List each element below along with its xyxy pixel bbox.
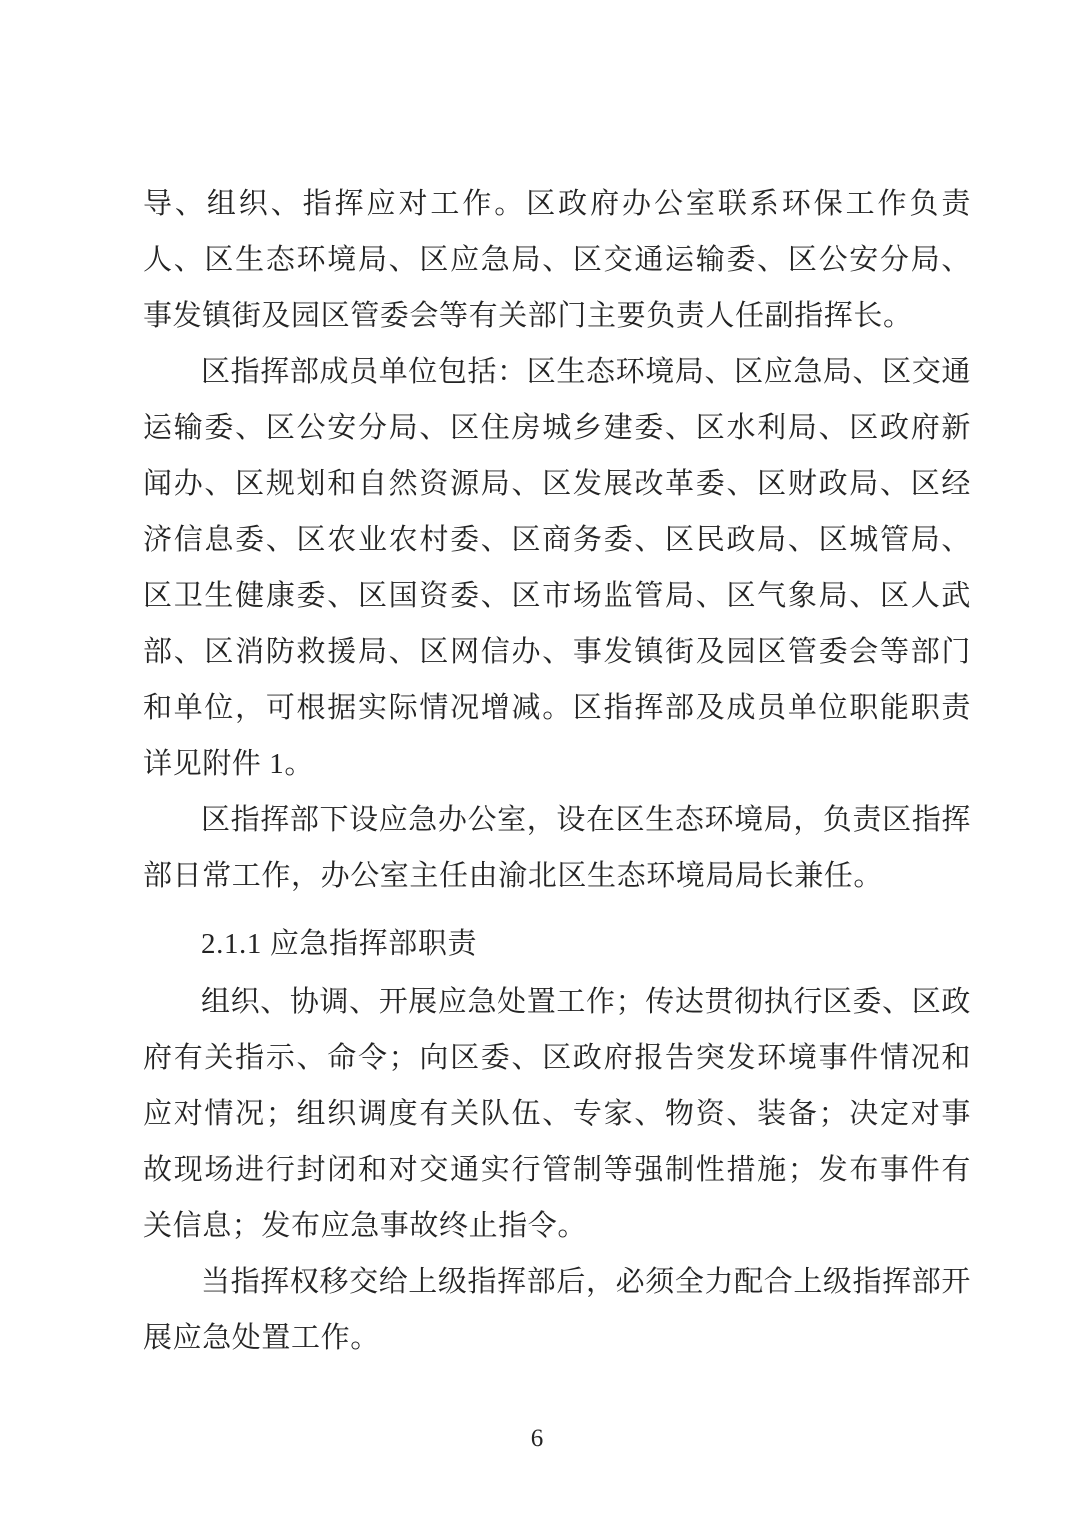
section-heading-2-1-1: 2.1.1 应急指挥部职责 <box>201 928 478 960</box>
paragraph-continuation: 导、组织、指挥应对工作。区政府办公室联系环保工作负责人、区生态环境局、区应急局、区交通运输委、区公安分局、事发镇街及园区管委会等有关部门主要负责人任副指挥长。 <box>143 188 971 332</box>
page-number: 6 <box>530 1425 544 1452</box>
paragraph-member-units: 区指挥部成员单位包括：区生态环境局、区应急局、区交通运输委、区公安分局、区住房城乡建委、区水利局、区政府新闻办、区规划和自然资源局、区发展改革委、区财政局、区经济信息委、区农业农村委、区商务委、区民政局、区城管局、区卫生健康委、区国资委、区市场监管局、区气象局、区人武部、区消防救援局、区网信办、事发镇街及园区管委会等部门和单位，可根据实际情况增减。区指挥部及成员单位职能职责详见附件 1。 <box>143 356 971 780</box>
paragraph-command-handover: 当指挥权移交给上级指挥部后，必须全力配合上级指挥部开展应急处置工作。 <box>143 1266 971 1354</box>
paragraph-command-duties: 组织、协调、开展应急处置工作；传达贯彻执行区委、区政府有关指示、命令；向区委、区政府报告突发环境事件情况和应对情况；组织调度有关队伍、专家、物资、装备；决定对事故现场进行封闭和对交通实行管制等强制性措施；发布事件有关信息；发布应急事故终止指令。 <box>143 986 971 1242</box>
paragraph-emergency-office: 区指挥部下设应急办公室，设在区生态环境局，负责区指挥部日常工作，办公室主任由渝北区生态环境局局长兼任。 <box>143 804 971 892</box>
document-body <box>143 176 971 1366</box>
page-footer <box>0 1424 1074 1454</box>
